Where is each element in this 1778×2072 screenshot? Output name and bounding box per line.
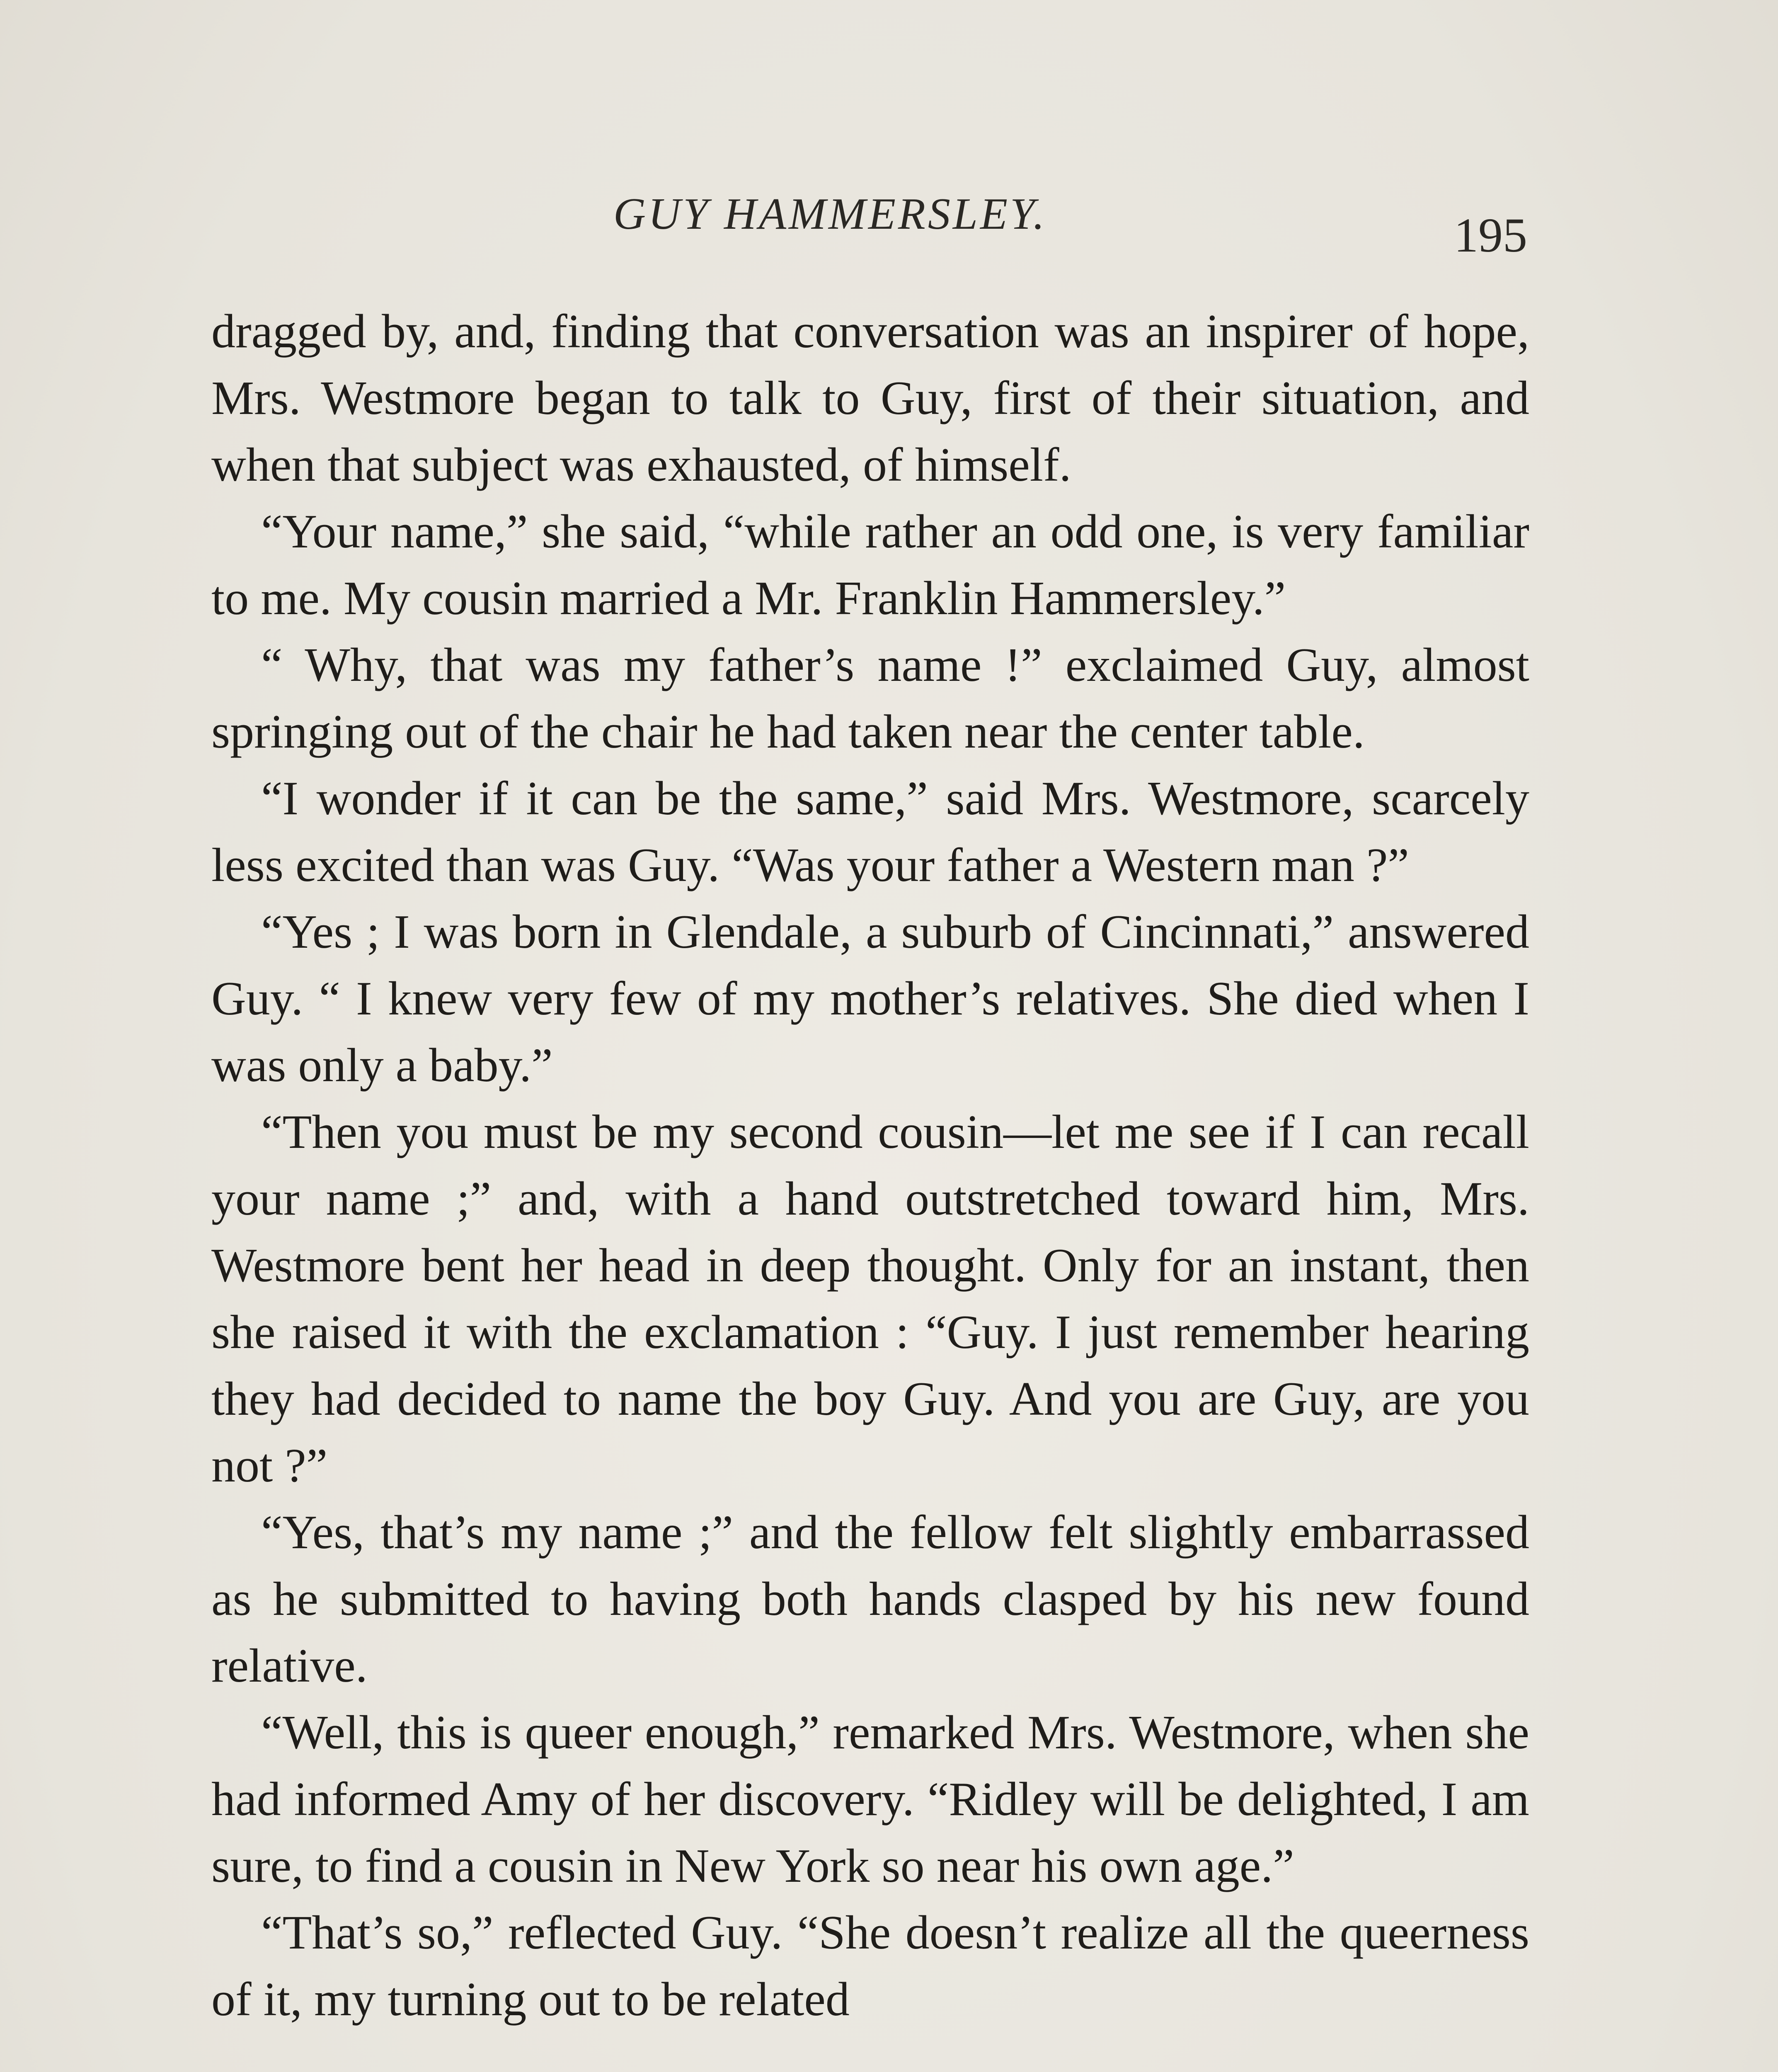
paragraph: dragged by, and, finding that conversation was an inspirer of hope, Mrs. Westmore began to talk to Guy, first of their situation, and when that subject was exhausted, of himself. (211, 305, 1529, 491)
paragraph: “Your name,” she said, “while rather an odd one, is very familiar to me. My cousin married a Mr. Franklin Hammersley.” (211, 505, 1529, 625)
paragraph: “That’s so,” reflected Guy. “She doesn’t realize all the queerness of it, my turning out to be related (211, 1906, 1529, 2026)
paragraph: “Yes, that’s my name ;” and the fellow felt slightly embarrassed as he submitted to having both hands clasped by his new found relative. (211, 1506, 1529, 1692)
body-text (211, 298, 1529, 2033)
paragraph: “Well, this is queer enough,” remarked Mrs. Westmore, when she had informed Amy of her discovery. “Ridley will be delighted, I am sure, to find a cousin in New York so near his own age.” (211, 1706, 1529, 1893)
paragraph: “I wonder if it can be the same,” said Mrs. Westmore, scarcely less excited than was Guy. “Was your father a Western man ?” (211, 772, 1529, 892)
paragraph: “ Why, that was my father’s name !” exclaimed Guy, almost springing out of the chair he had taken near the center table. (211, 639, 1529, 758)
running-head: GUY HAMMERSLEY. (613, 189, 1047, 239)
paragraph: “Yes ; I was born in Glendale, a suburb of Cincinnati,” answered Guy. “ I knew very few of my mother’s relatives. She died when I was only a baby.” (211, 905, 1529, 1092)
paragraph: “Then you must be my second cousin—let me see if I can recall your name ;” and, with a hand outstretched toward him, Mrs. Westmore bent her head in deep thought. Only for an instant, then she raised it with the exclamation : “Guy. I just remember hearing they had decided to name the boy Guy. And you are Guy, are you not ?” (211, 1106, 1529, 1492)
page-number: 195 (1454, 208, 1527, 262)
